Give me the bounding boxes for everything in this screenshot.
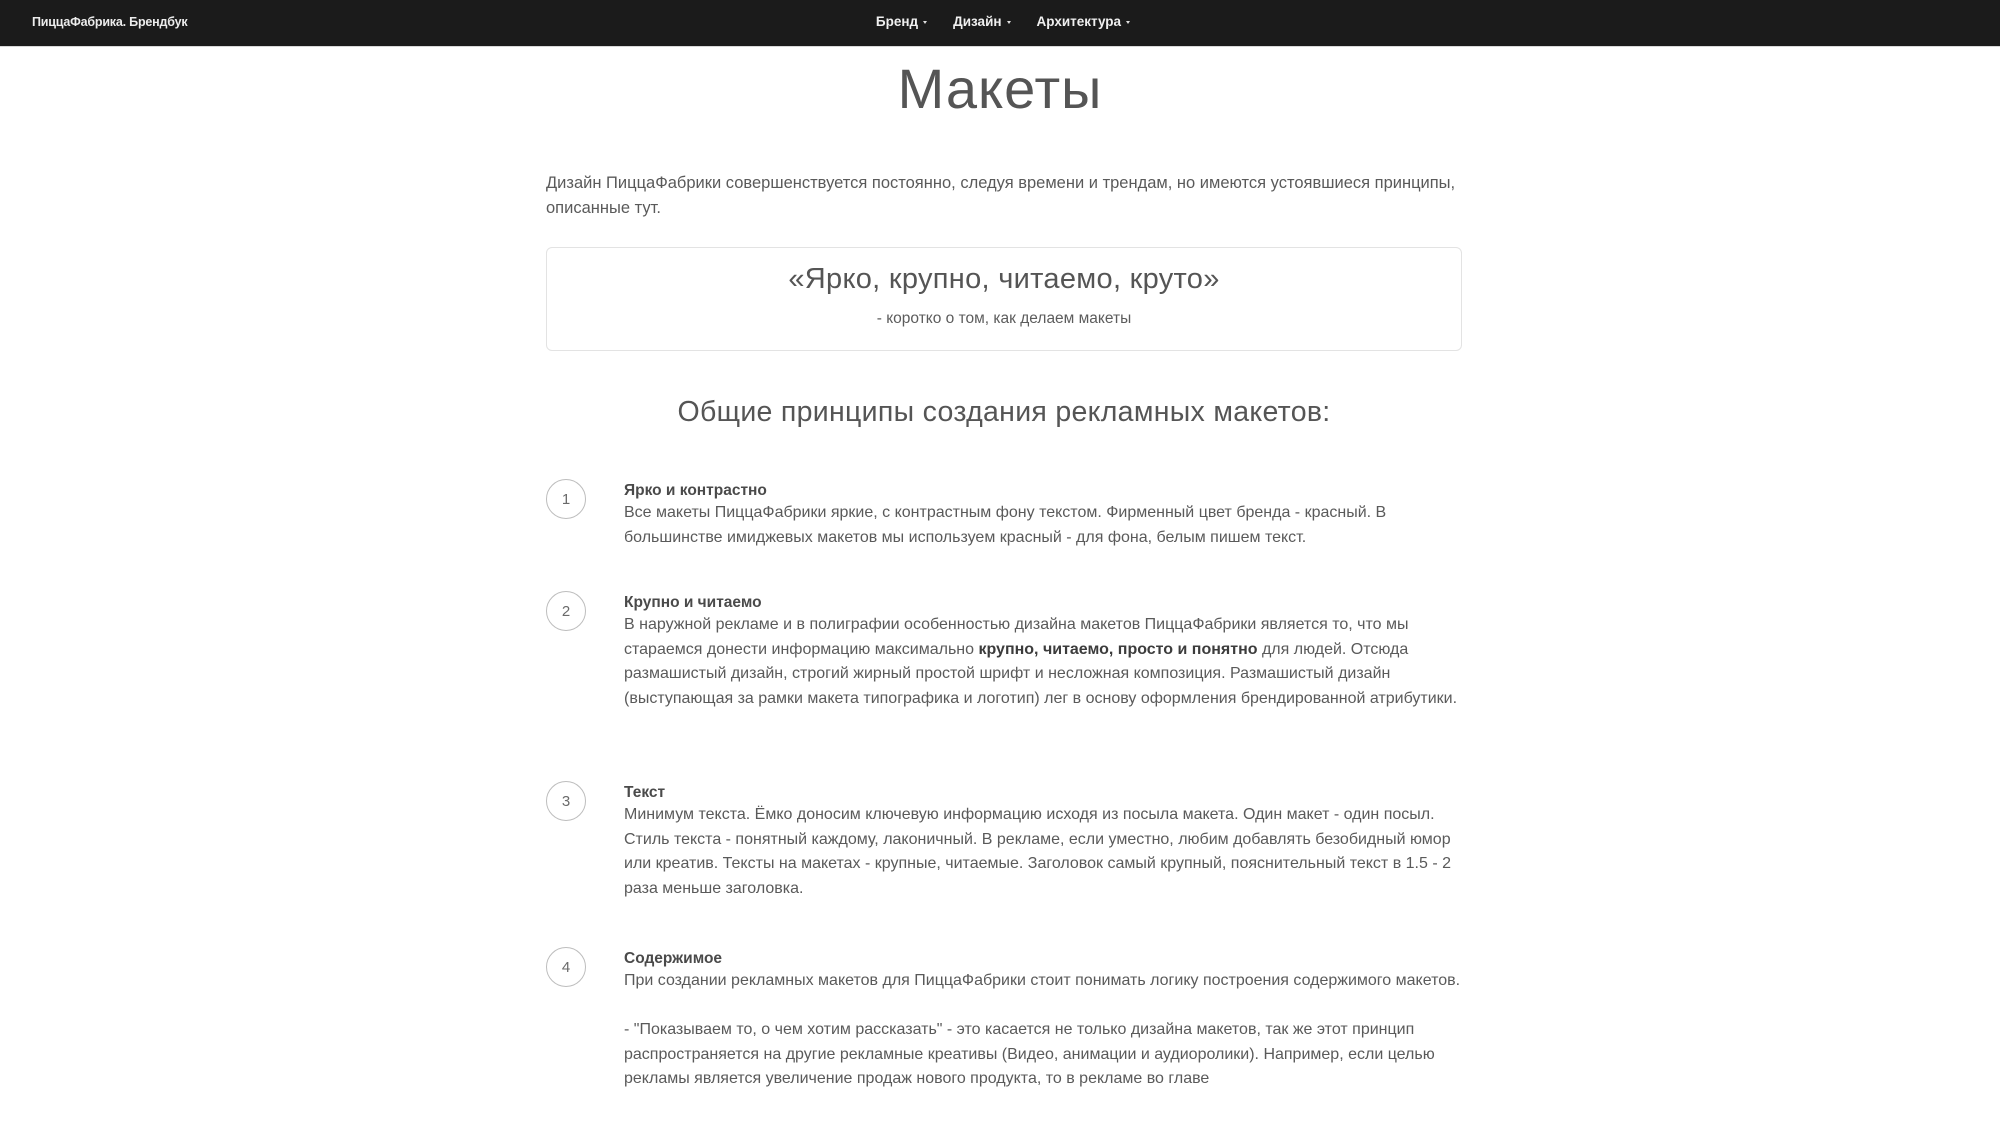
principle-title: Ярко и контрастно: [624, 482, 767, 499]
principle-body: [624, 479, 1464, 550]
caret-down-icon: [1126, 21, 1130, 24]
principle-body: [624, 591, 1464, 711]
principle-body: [624, 947, 1464, 1092]
principle-title: Крупно и читаемо: [624, 594, 762, 611]
brand-link[interactable]: ПиццаФабрика. Брендбук: [32, 15, 188, 29]
principle-text: Все макеты ПиццаФабрики яркие, с контрастным фону текстом. Фирменный цвет бренда - красный. В большинстве имиджевых макетов мы используем красный - для фона, белым пишем текст.: [624, 504, 1387, 546]
caret-down-icon: [1007, 21, 1011, 24]
caret-down-icon: [923, 21, 927, 24]
principle-paragraph: При создании рекламных макетов для ПиццаФабрики стоит понимать логику построения содержимого макетов.: [624, 972, 1461, 989]
nav-item-architecture[interactable]: [1037, 14, 1131, 29]
quote-subtitle: - коротко о том, как делаем макеты: [876, 310, 1132, 327]
principle-text: [624, 613, 1464, 711]
nav-menu: [0, 14, 2000, 29]
nav-item-label: Бренд: [875, 14, 919, 29]
nav-item-label: Дизайн: [953, 14, 1002, 29]
principle-body: [624, 781, 1464, 901]
quote-text: «Ярко, крупно, читаемо, круто»: [788, 263, 1220, 295]
principle-text: Минимум текста. Ёмко доносим ключевую информацию исходя из посыла макета. Один макет - один посыл. Стиль текста - понятный каждому, лаконичный. В рекламе, если уместно, любим добавлять безобидный юмор или креатив. Тексты на макетах - крупные, читаемые. Заголовок самый крупный, пояснительный текст в 1.5 - 2 раза меньше заголовка.: [624, 806, 1451, 897]
text-segment: В наружной рекламе и в полиграфии особенностью дизайна макетов ПиццаФабрики является то, что мы стараемся донести информацию максимально: [624, 616, 1409, 658]
quote-card: [546, 247, 1462, 351]
top-navbar: [0, 0, 2000, 47]
bold-emphasis: крупно, читаемо, просто и понятно: [978, 640, 1258, 658]
page-title: Макеты: [897, 57, 1103, 120]
nav-item-brand[interactable]: [876, 14, 927, 29]
number-badge: 4: [546, 947, 586, 987]
number-badge: 1: [546, 479, 586, 519]
number-badge: 3: [546, 781, 586, 821]
principle-text: [624, 969, 1464, 1092]
nav-item-design[interactable]: [953, 14, 1010, 29]
section-heading: Общие принципы создания рекламных макетов:: [677, 396, 1331, 428]
intro-paragraph: Дизайн ПиццаФабрики совершенствуется постоянно, следуя времени и трендам, но имеются устоявшиеся принципы, описанные тут.: [546, 174, 1456, 217]
principle-title: Содержимое: [624, 950, 723, 967]
nav-item-label: Архитектура: [1036, 14, 1122, 29]
principle-paragraph: - "Показываем то, о чем хотим рассказать" - это касается не только дизайна макетов, так же этот принцип распространяется на другие рекламные креативы (Видео, анимации и аудиоролики). Например, если целью рекламы является увеличение продаж нового продукта, то в рекламе во главе: [624, 1021, 1435, 1088]
text-segment: для людей. Отсюда размашистый дизайн, строгий жирный простой шрифт и несложная композиция. Размашистый дизайн (выступающая за рамки макета типографика и логотип) лег в основу оформления брендированной атрибутики.: [624, 640, 1458, 707]
number-badge: 2: [546, 591, 586, 631]
principle-title: Текст: [624, 784, 666, 801]
